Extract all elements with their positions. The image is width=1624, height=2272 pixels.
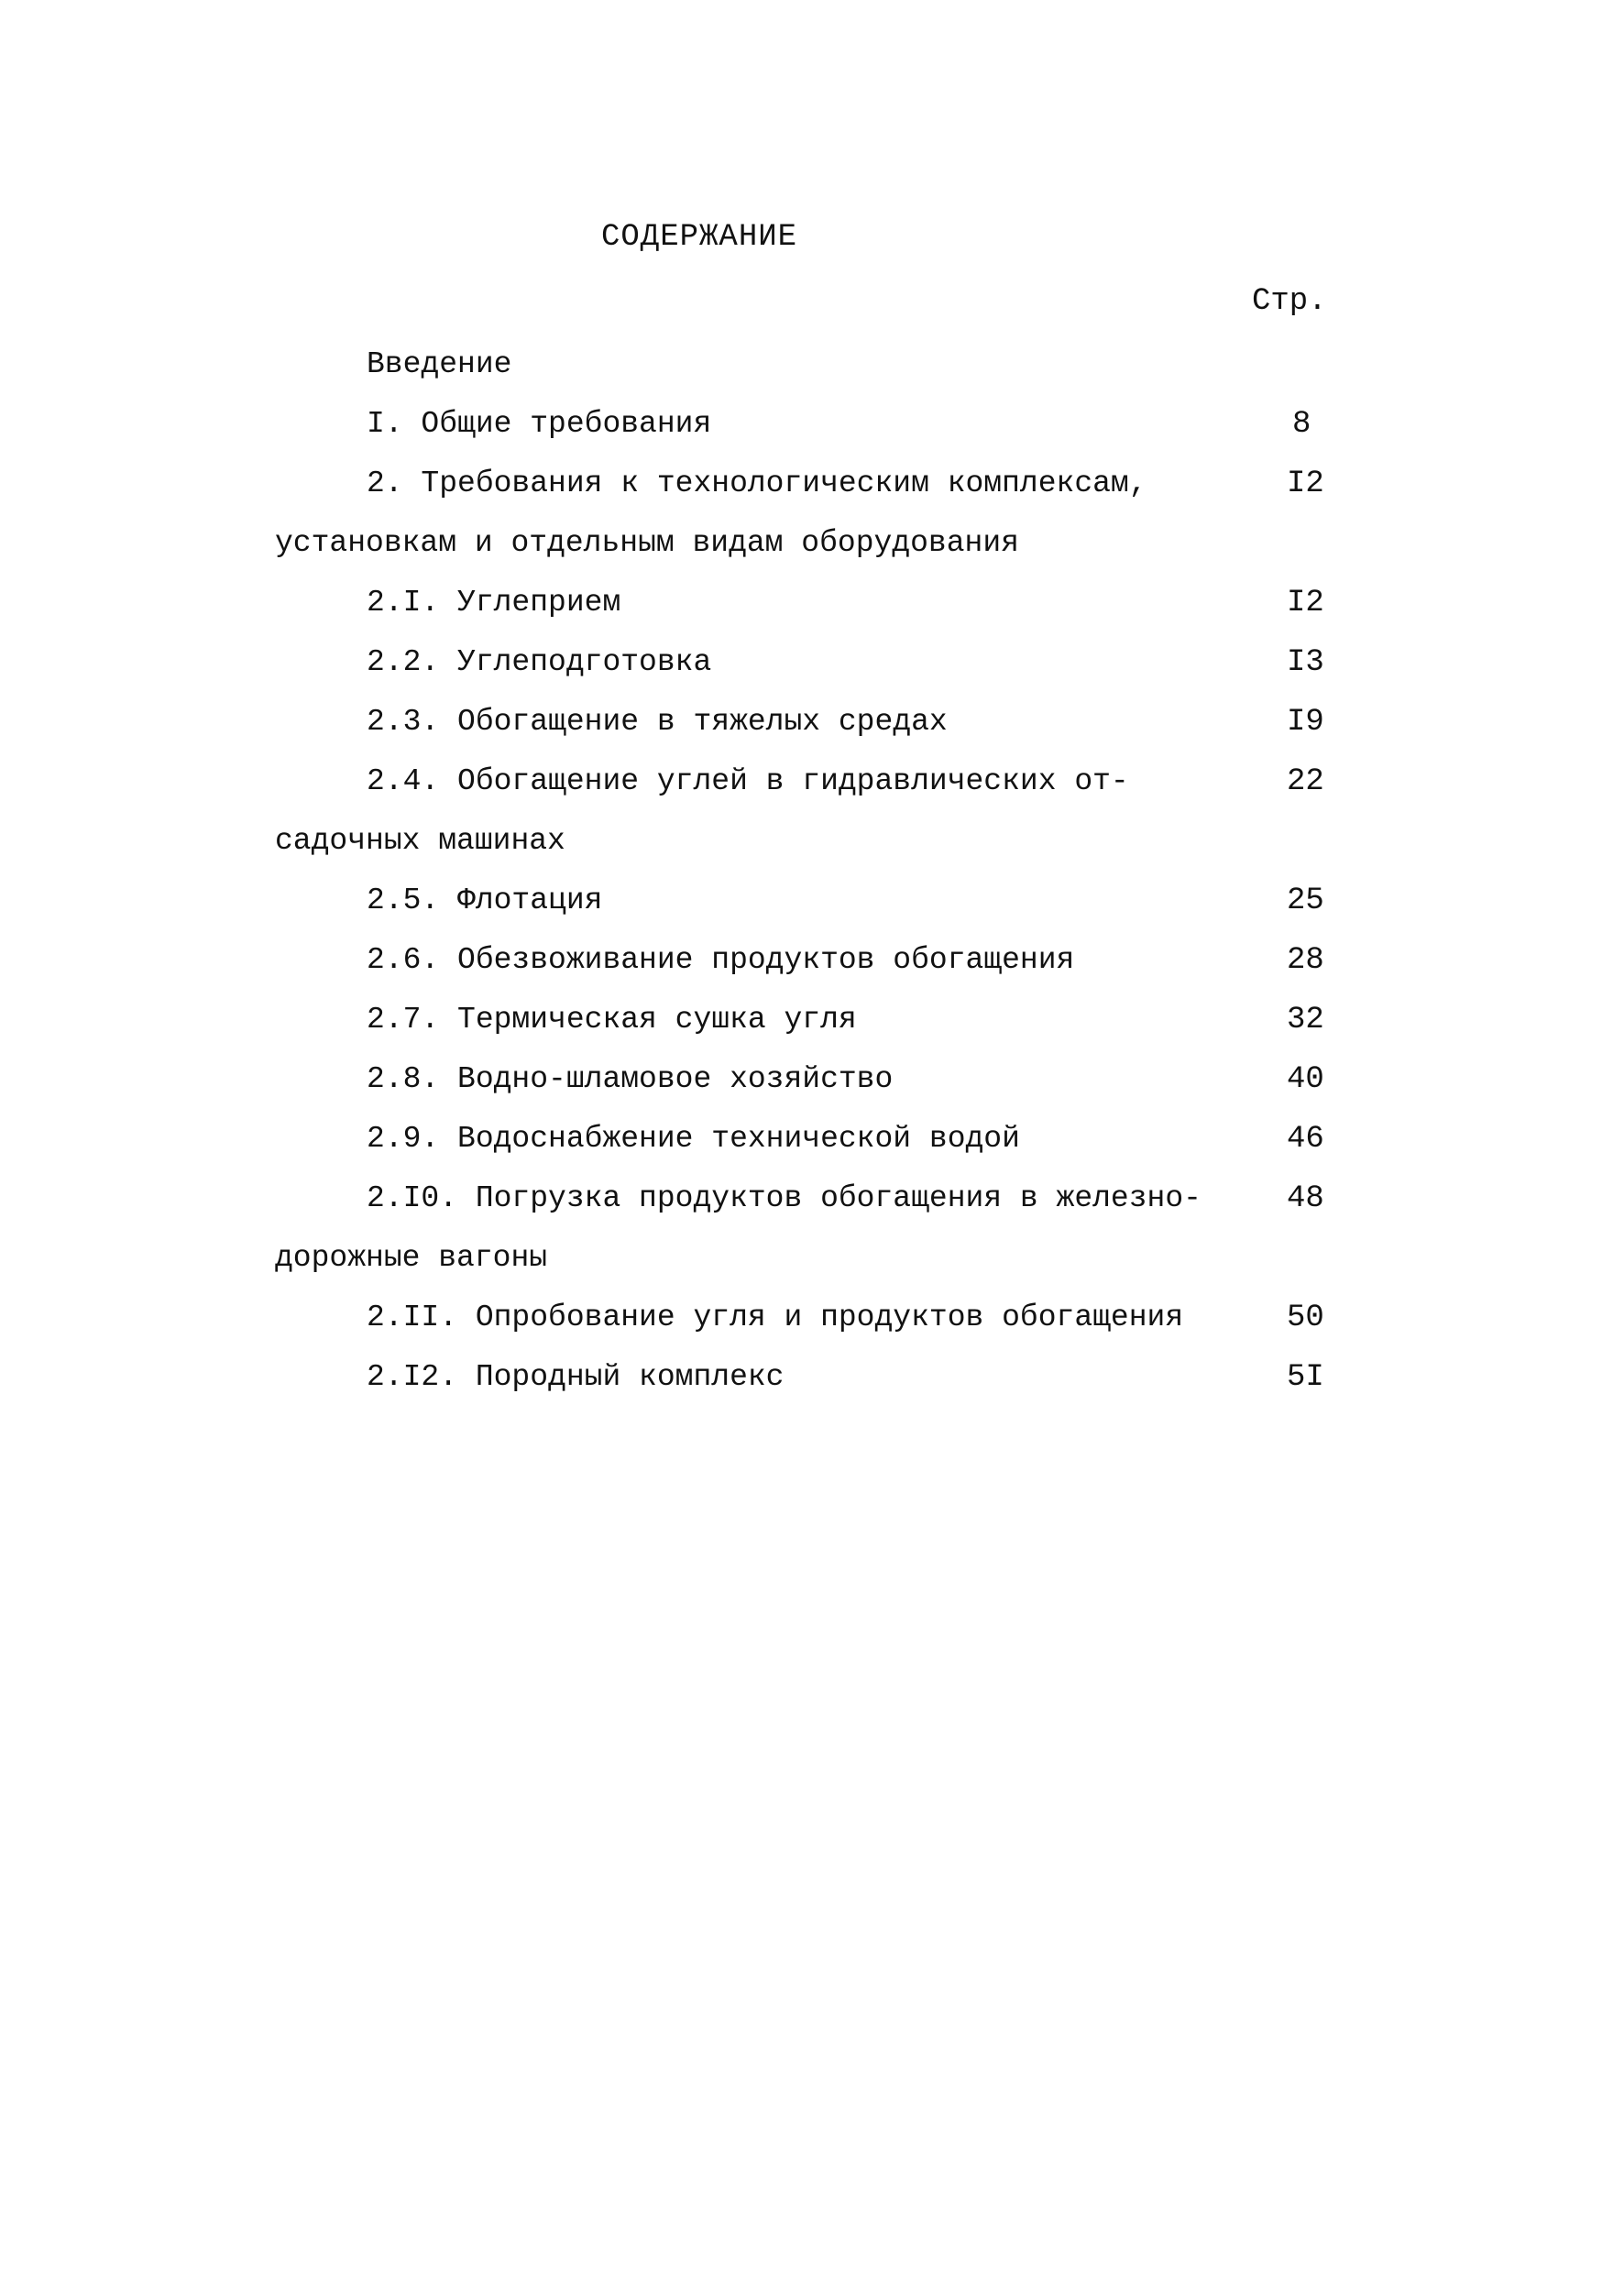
toc-entry-2-4-continuation: садочных машинах bbox=[275, 824, 565, 858]
toc-page-2-5: 25 bbox=[1287, 884, 1324, 918]
toc-page-2-1: I2 bbox=[1287, 586, 1324, 620]
toc-page-2-7: 32 bbox=[1287, 1003, 1324, 1037]
toc-page-2-4: 22 bbox=[1287, 764, 1324, 799]
toc-entry-2-10: 2.I0. Погрузка продуктов обогащения в железно- bbox=[367, 1181, 1202, 1215]
toc-entry-2-12: 2.I2. Породный комплекс bbox=[367, 1360, 785, 1394]
toc-page-2-3: I9 bbox=[1287, 705, 1324, 740]
toc-page-2-10: 48 bbox=[1287, 1181, 1324, 1216]
toc-entry-2-11: 2.II. Опробование угля и продуктов обогащения bbox=[367, 1301, 1184, 1334]
toc-page-2-8: 40 bbox=[1287, 1062, 1324, 1097]
toc-entry-2-3: 2.3. Обогащение в тяжелых средах bbox=[367, 705, 948, 739]
toc-entry-2-7: 2.7. Термическая сушка угля bbox=[367, 1003, 857, 1037]
toc-entry-2-9: 2.9. Водоснабжение технической водой bbox=[367, 1122, 1020, 1156]
toc-entry-1: I. Общие требования bbox=[367, 407, 712, 441]
toc-entry-2-10-continuation: дорожные вагоны bbox=[275, 1241, 548, 1275]
toc-entry-introduction: Введение bbox=[367, 347, 512, 381]
toc-entry-2-2: 2.2. Углеподготовка bbox=[367, 645, 712, 679]
page-column-header: Стр. bbox=[1252, 284, 1327, 319]
toc-entry-2: 2. Требования к технологическим комплексам, bbox=[367, 466, 1147, 500]
toc-entry-2-5: 2.5. Флотация bbox=[367, 884, 603, 917]
toc-page-1: 8 bbox=[1292, 407, 1311, 442]
toc-entry-2-continuation: установкам и отдельным видам оборудования bbox=[275, 526, 1019, 560]
toc-entry-2-4: 2.4. Обогащение углей в гидравлических от- bbox=[367, 764, 1129, 798]
toc-page-2-12: 5I bbox=[1287, 1360, 1324, 1395]
toc-page-2-2: I3 bbox=[1287, 645, 1324, 680]
toc-entry-2-1: 2.I. Углеприем bbox=[367, 586, 621, 620]
toc-page-2-11: 50 bbox=[1287, 1301, 1324, 1335]
toc-page-2-9: 46 bbox=[1287, 1122, 1324, 1157]
toc-page-2: I2 bbox=[1287, 466, 1324, 501]
toc-entry-2-8: 2.8. Водно-шламовое хозяйство bbox=[367, 1062, 894, 1096]
page-title: СОДЕРЖАНИЕ bbox=[601, 220, 798, 255]
toc-page-2-6: 28 bbox=[1287, 943, 1324, 978]
toc-entry-2-6: 2.6. Обезвоживание продуктов обогащения bbox=[367, 943, 1075, 977]
